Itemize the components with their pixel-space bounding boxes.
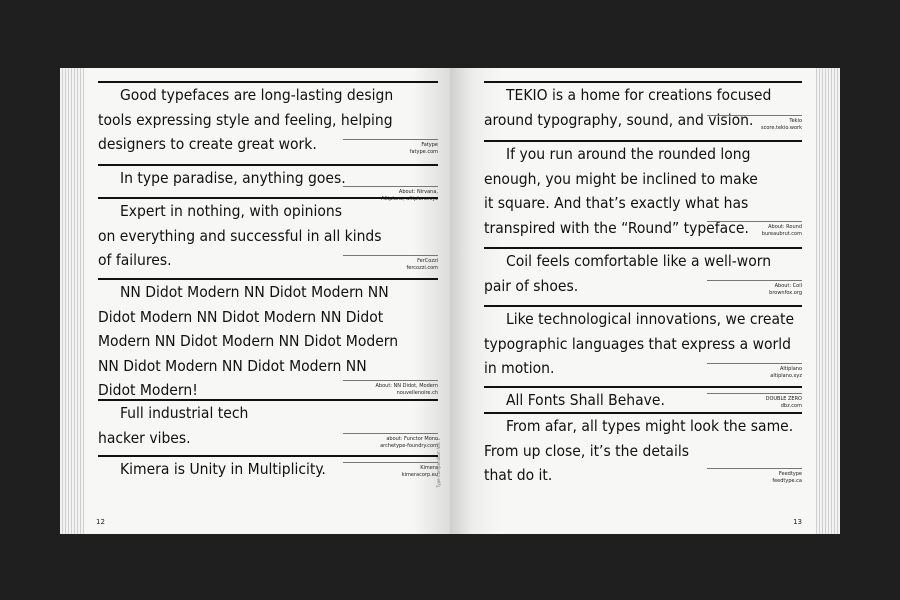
quote-line: typographic languages that express a world: [484, 334, 791, 353]
credit-name: about: Functor Mono: [386, 436, 438, 442]
credit-name: DOUBLE ZERO: [765, 396, 802, 402]
quote-line: hacker vibes.: [98, 428, 191, 447]
quote-line: designers to create great work.: [98, 135, 317, 153]
quote-line: Didot Modern NN Didot Modern NN Didot: [98, 307, 384, 326]
credit-name: Altiplano: [779, 366, 802, 372]
quote-line: tools expressing style and feeling, helping: [98, 110, 393, 129]
quote-line: In type paradise, anything goes.: [120, 169, 346, 187]
credit-name: Feedtype: [778, 471, 802, 477]
foundry-credit: [707, 393, 802, 409]
credit-url: kimeracorp.eu: [401, 471, 438, 478]
foundry-credit: [343, 255, 438, 271]
quote-line: Expert in nothing, with opinions: [120, 202, 342, 220]
quote-line: Modern NN Didot Modern NN Didot Modern: [98, 332, 399, 350]
page-stack-right: [814, 68, 840, 534]
quote-line: Didot Modern!: [98, 381, 198, 399]
credit-url: altiplano.xyz: [770, 372, 802, 379]
quote-line: that do it.: [484, 466, 553, 484]
credit-name: About: Coil: [774, 283, 802, 289]
quote-block: [98, 197, 438, 273]
credit-url: fatype.com: [409, 148, 438, 155]
credit-name: Kimera: [420, 465, 438, 471]
quote-block: [484, 140, 802, 240]
quote-line: Kimera is Unity in Multiplicity.: [120, 460, 326, 478]
quote-line: around typography, sound, and vision.: [484, 110, 754, 129]
credit-name: FerCozzi: [417, 258, 438, 264]
foundry-credit: [343, 433, 438, 449]
foundry-credit: [343, 139, 438, 155]
credit-url: feedtype.ca: [772, 477, 802, 484]
quote-line: If you run around the rounded long: [506, 145, 751, 163]
quote-block: [484, 305, 802, 381]
quote-line: transpired with the “Round” typeface.: [484, 218, 749, 237]
running-head: Type Compendium Vol. 1: [436, 438, 441, 488]
quote-line: NN Didot Modern NN Didot Modern NN: [120, 283, 389, 301]
quote-block: [484, 247, 802, 298]
quote-line: Like technological innovations, we create: [506, 310, 795, 328]
right-page: [450, 68, 816, 534]
quote-line: on everything and successful in all kinds: [98, 226, 382, 245]
quote-line: of failures.: [98, 251, 172, 269]
foundry-credit: [707, 221, 802, 237]
foundry-credit: [707, 363, 802, 379]
quote-line: Good typefaces are long-lasting design: [120, 86, 394, 104]
quote-line: in motion.: [484, 359, 555, 377]
foundry-credit: [343, 380, 438, 396]
quote-line: Full industrial tech: [120, 404, 249, 422]
credit-url: Altiplano, altiplano.xyz: [381, 195, 438, 202]
open-book: [60, 68, 840, 534]
credit-url: fercozzi.com: [406, 264, 438, 271]
quote-line: From up close, it’s the details: [484, 441, 689, 460]
credit-url: score.tekio.work: [760, 124, 802, 131]
quote-line: it square. And that’s exactly what has: [484, 194, 749, 212]
foundry-credit: [707, 115, 802, 131]
credit-name: About: Round: [768, 224, 802, 230]
quote-line: NN Didot Modern NN Didot Modern NN: [98, 356, 367, 375]
quote-block: [484, 412, 802, 488]
credit-url: bureaubrut.com: [761, 230, 802, 237]
quote-line: All Fonts Shall Behave.: [506, 391, 665, 409]
quote-block: [98, 164, 438, 202]
credit-name: About: Nirvana,: [398, 189, 438, 195]
page-number-right: 13: [793, 518, 802, 526]
credit-name: About: NN Didot, Modern: [375, 383, 438, 389]
quote-line: pair of shoes.: [484, 276, 579, 295]
quote-line: Coil feels comfortable like a well-worn: [506, 252, 772, 270]
quote-block: [98, 399, 438, 450]
quote-line: enough, you might be inclined to make: [484, 169, 758, 188]
credit-url: archetype-foundry.com: [380, 442, 438, 449]
quote-block: [98, 455, 438, 482]
quote-block: [484, 386, 802, 413]
credit-name: Tekio: [789, 118, 802, 124]
quote-block: [98, 278, 438, 403]
quote-line: From afar, all types might look the same.: [506, 417, 794, 435]
page-stack-left: [60, 68, 86, 534]
quote-block: [484, 81, 802, 132]
quote-block: [98, 81, 438, 157]
foundry-credit: [707, 468, 802, 484]
credit-name: Fatype: [421, 142, 438, 148]
foundry-credit: [343, 462, 438, 478]
page-number-left: 12: [96, 518, 105, 526]
quote-line: TEKIO is a home for creations focused: [506, 86, 772, 104]
credit-url: brownfox.org: [769, 289, 802, 296]
credit-url: dbz.com: [780, 402, 802, 409]
left-page: [84, 68, 450, 534]
credit-url: nouvellenoire.ch: [396, 389, 438, 396]
foundry-credit: [707, 280, 802, 296]
